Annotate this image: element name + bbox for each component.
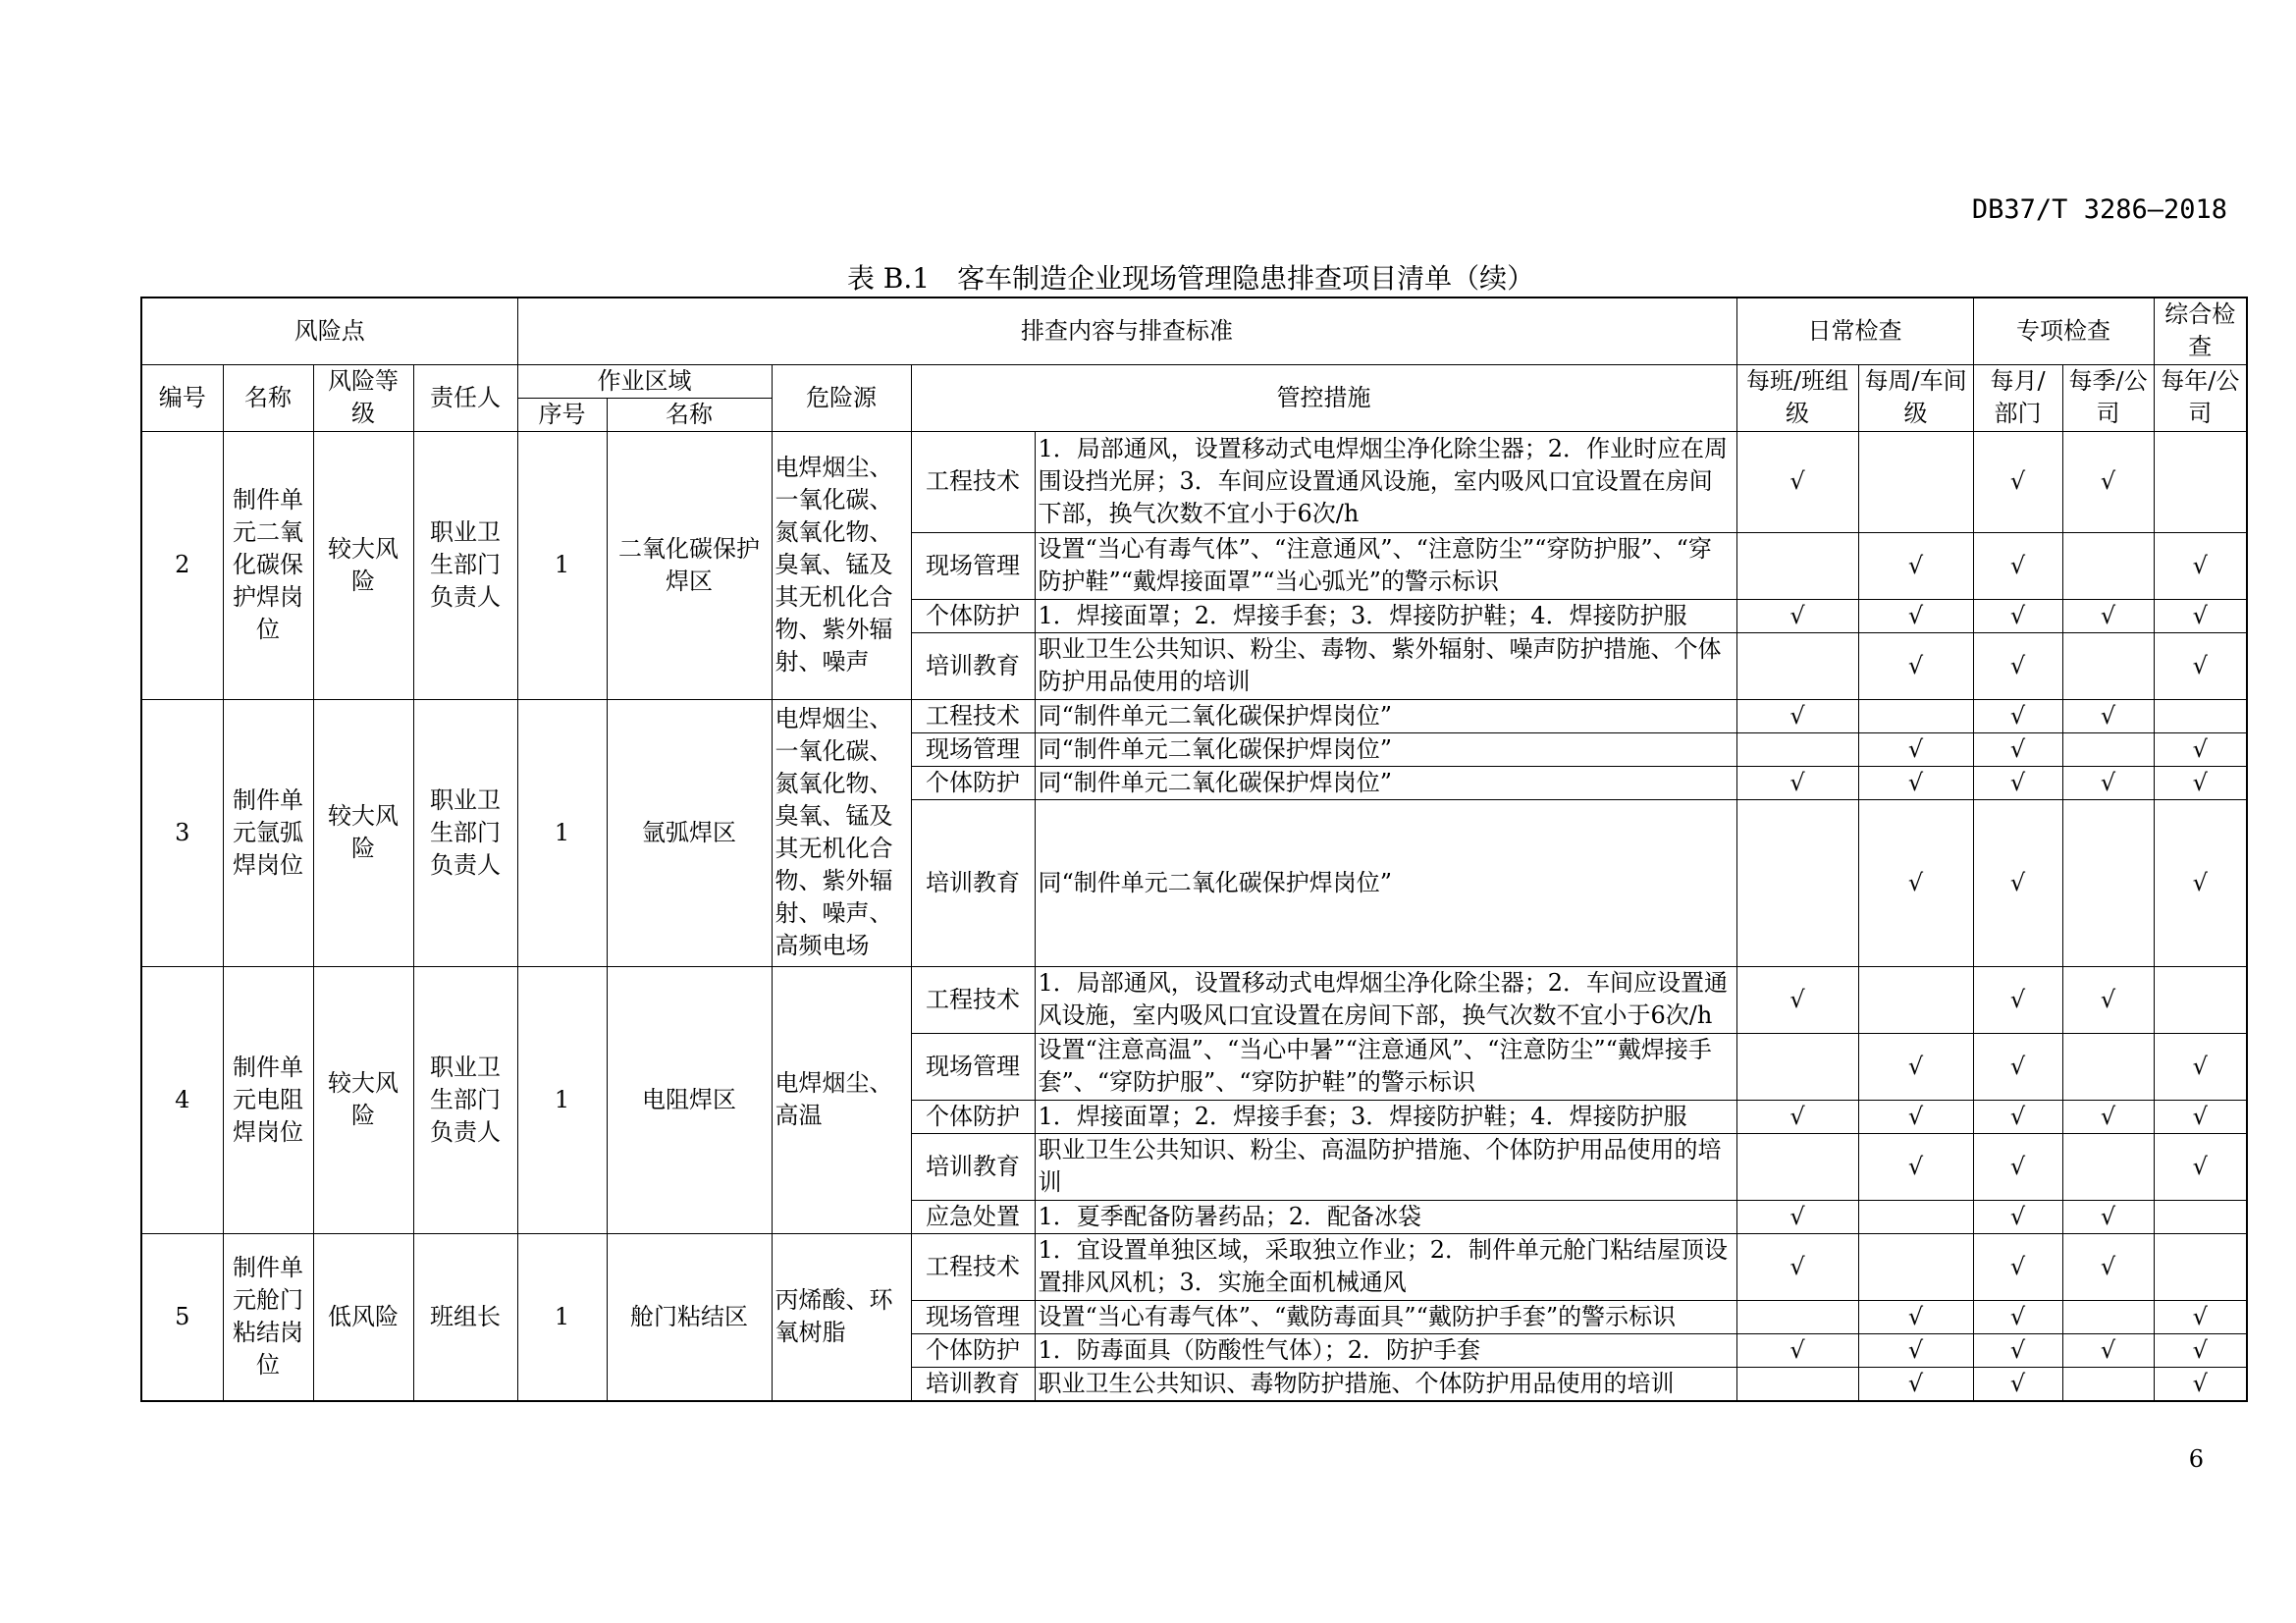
control-measure: 1．防毒面具（防酸性气体）；2．防护手套 [1035, 1333, 1736, 1367]
risk-level: 低风险 [313, 1233, 413, 1401]
header-risk-point: 风险点 [141, 298, 517, 364]
measure-category: 培训教育 [911, 632, 1035, 699]
per-week-check: √ [1858, 632, 1973, 699]
control-measure: 设置“当心有毒气体”、“注意通风”、“注意防尘”“穿防护服”、“穿防护鞋”“戴焊接面罩”“当心弧光”的警示标识 [1035, 532, 1736, 599]
per-quarter-check [2062, 1367, 2154, 1401]
per-week-check: √ [1858, 1100, 1973, 1133]
per-shift-check [1736, 1033, 1858, 1100]
hazard-source: 电焊烟尘、高温 [772, 966, 911, 1233]
per-week-check [1858, 1233, 1973, 1300]
header-daily-check: 日常检查 [1736, 298, 1973, 364]
per-week-check: √ [1858, 1133, 1973, 1200]
measure-category: 工程技术 [911, 431, 1035, 532]
per-quarter-check: √ [2062, 1233, 2154, 1300]
per-month-check: √ [1973, 1033, 2062, 1100]
per-quarter-check [2062, 632, 2154, 699]
per-month-check: √ [1973, 632, 2062, 699]
table-row [141, 431, 2247, 532]
table-row [141, 966, 2247, 1033]
per-quarter-check: √ [2062, 966, 2154, 1033]
responsible-person: 职业卫生部门负责人 [413, 699, 517, 966]
per-shift-check: √ [1736, 599, 1858, 632]
measure-category: 现场管理 [911, 1033, 1035, 1100]
per-shift-check: √ [1736, 1200, 1858, 1233]
per-month-check: √ [1973, 1333, 2062, 1367]
per-year-check [2154, 431, 2247, 532]
measure-category: 个体防护 [911, 1100, 1035, 1133]
per-month-check: √ [1973, 1300, 2062, 1333]
work-area-name: 氩弧焊区 [607, 699, 772, 966]
per-month-check: √ [1973, 1133, 2062, 1200]
control-measure: 1．焊接面罩；2．焊接手套；3．焊接防护鞋；4．焊接防护服 [1035, 1100, 1736, 1133]
per-shift-check [1736, 1300, 1858, 1333]
per-quarter-check [2062, 1133, 2154, 1200]
per-year-check [2154, 966, 2247, 1033]
per-quarter-check [2062, 1033, 2154, 1100]
per-shift-check: √ [1736, 1333, 1858, 1367]
per-shift-check: √ [1736, 966, 1858, 1033]
risk-point-name: 制件单元氩弧焊岗位 [223, 699, 313, 966]
control-measure: 1．夏季配备防暑药品；2．配备冰袋 [1035, 1200, 1736, 1233]
work-area-name: 电阻焊区 [607, 966, 772, 1233]
per-month-check: √ [1973, 599, 2062, 632]
per-shift-check [1736, 632, 1858, 699]
per-quarter-check [2062, 732, 2154, 766]
per-year-check: √ [2154, 732, 2247, 766]
per-year-check: √ [2154, 766, 2247, 799]
per-shift-check [1736, 1367, 1858, 1401]
work-area-name: 舱门粘结区 [607, 1233, 772, 1401]
per-shift-check [1736, 732, 1858, 766]
per-year-check: √ [2154, 532, 2247, 599]
per-week-check: √ [1858, 1033, 1973, 1100]
per-month-check: √ [1973, 431, 2062, 532]
per-month-check: √ [1973, 1233, 2062, 1300]
per-shift-check [1736, 532, 1858, 599]
hazard-source: 电焊烟尘、一氧化碳、氮氧化物、臭氧、锰及其无机化合物、紫外辐射、噪声 [772, 431, 911, 699]
per-week-check: √ [1858, 766, 1973, 799]
control-measure: 1．局部通风，设置移动式电焊烟尘净化除尘器；2．车间应设置通风设施，室内吸风口宜设置在房间下部，换气次数不宜小于6次/h [1035, 966, 1736, 1033]
per-week-check [1858, 966, 1973, 1033]
responsible-person: 班组长 [413, 1233, 517, 1401]
per-week-check: √ [1858, 599, 1973, 632]
per-week-check: √ [1858, 1367, 1973, 1401]
per-week-check: √ [1858, 799, 1973, 966]
risk-point-name: 制件单元舱门粘结岗位 [223, 1233, 313, 1401]
risk-point-no: 4 [141, 966, 223, 1233]
control-measure: 同“制件单元二氧化碳保护焊岗位” [1035, 732, 1736, 766]
measure-category: 工程技术 [911, 1233, 1035, 1300]
per-week-check [1858, 431, 1973, 532]
measure-category: 工程技术 [911, 699, 1035, 732]
control-measure: 设置“注意高温”、“当心中暑”“注意通风”、“注意防尘”“戴焊接手套”、“穿防护服”、“穿防护鞋”的警示标识 [1035, 1033, 1736, 1100]
per-week-check: √ [1858, 1300, 1973, 1333]
measure-category: 应急处置 [911, 1200, 1035, 1233]
per-year-check: √ [2154, 599, 2247, 632]
per-month-check: √ [1973, 699, 2062, 732]
risk-point-name: 制件单元二氧化碳保护焊岗位 [223, 431, 313, 699]
per-month-check: √ [1973, 1100, 2062, 1133]
per-month-check: √ [1973, 1367, 2062, 1401]
per-quarter-check: √ [2062, 431, 2154, 532]
header-check-content: 排查内容与排查标准 [517, 298, 1736, 364]
measure-category: 培训教育 [911, 1133, 1035, 1200]
per-quarter-check: √ [2062, 699, 2154, 732]
table-row [141, 699, 2247, 732]
risk-point-no: 3 [141, 699, 223, 966]
header-per-quarter: 每季/公司 [2062, 364, 2154, 431]
control-measure: 1．焊接面罩；2．焊接手套；3．焊接防护鞋；4．焊接防护服 [1035, 599, 1736, 632]
control-measure: 1．宜设置单独区域，采取独立作业；2．制件单元舱门粘结屋顶设置排风风机；3．实施全面机械通风 [1035, 1233, 1736, 1300]
per-year-check: √ [2154, 1100, 2247, 1133]
measure-category: 现场管理 [911, 532, 1035, 599]
per-quarter-check [2062, 532, 2154, 599]
per-shift-check: √ [1736, 699, 1858, 732]
per-year-check: √ [2154, 1033, 2247, 1100]
work-area-seq: 1 [517, 431, 607, 699]
per-shift-check [1736, 1133, 1858, 1200]
per-quarter-check: √ [2062, 766, 2154, 799]
measure-category: 个体防护 [911, 599, 1035, 632]
control-measure: 设置“当心有毒气体”、“戴防毒面具”“戴防护手套”的警示标识 [1035, 1300, 1736, 1333]
per-week-check: √ [1858, 1333, 1973, 1367]
work-area-seq: 1 [517, 1233, 607, 1401]
measure-category: 现场管理 [911, 1300, 1035, 1333]
risk-point-no: 5 [141, 1233, 223, 1401]
per-week-check [1858, 1200, 1973, 1233]
per-shift-check: √ [1736, 766, 1858, 799]
per-quarter-check: √ [2062, 1100, 2154, 1133]
header-per-shift: 每班/班组级 [1736, 364, 1858, 431]
per-year-check [2154, 1200, 2247, 1233]
per-week-check: √ [1858, 532, 1973, 599]
header-per-month: 每月/部门 [1973, 364, 2062, 431]
responsible-person: 职业卫生部门负责人 [413, 966, 517, 1233]
risk-point-no: 2 [141, 431, 223, 699]
per-month-check: √ [1973, 1200, 2062, 1233]
per-year-check: √ [2154, 1133, 2247, 1200]
table-title: 表 B.1 客车制造企业现场管理隐患排查项目清单（续） [846, 262, 1535, 295]
per-year-check [2154, 1233, 2247, 1300]
per-month-check: √ [1973, 732, 2062, 766]
per-quarter-check [2062, 799, 2154, 966]
work-area-name: 二氧化碳保护焊区 [607, 431, 772, 699]
control-measure: 1．局部通风，设置移动式电焊烟尘净化除尘器；2．作业时应在周围设挡光屏；3．车间应设置通风设施，室内吸风口宜设置在房间下部，换气次数不宜小于6次/h [1035, 431, 1736, 532]
per-shift-check: √ [1736, 431, 1858, 532]
risk-point-name: 制件单元电阻焊岗位 [223, 966, 313, 1233]
risk-level: 较大风险 [313, 431, 413, 699]
per-week-check: √ [1858, 732, 1973, 766]
header-owner: 责任人 [413, 364, 517, 431]
per-year-check [2154, 699, 2247, 732]
header-per-year: 每年/公司 [2154, 364, 2247, 431]
header-hazard: 危险源 [772, 364, 911, 431]
risk-level: 较大风险 [313, 699, 413, 966]
control-measure: 职业卫生公共知识、毒物防护措施、个体防护用品使用的培训 [1035, 1367, 1736, 1401]
per-month-check: √ [1973, 766, 2062, 799]
per-week-check [1858, 699, 1973, 732]
control-measure: 同“制件单元二氧化碳保护焊岗位” [1035, 699, 1736, 732]
risk-level: 较大风险 [313, 966, 413, 1233]
per-month-check: √ [1973, 966, 2062, 1033]
measure-category: 培训教育 [911, 799, 1035, 966]
hazard-source: 丙烯酸、环氧树脂 [772, 1233, 911, 1401]
control-measure: 同“制件单元二氧化碳保护焊岗位” [1035, 766, 1736, 799]
per-shift-check: √ [1736, 1233, 1858, 1300]
control-measure: 职业卫生公共知识、粉尘、高温防护措施、个体防护用品使用的培训 [1035, 1133, 1736, 1200]
header-risk-level: 风险等级 [313, 364, 413, 431]
measure-category: 现场管理 [911, 732, 1035, 766]
header-name: 名称 [223, 364, 313, 431]
responsible-person: 职业卫生部门负责人 [413, 431, 517, 699]
header-comprehensive-check: 综合检查 [2154, 298, 2247, 364]
per-quarter-check: √ [2062, 1333, 2154, 1367]
header-special-check: 专项检查 [1973, 298, 2154, 364]
per-shift-check [1736, 799, 1858, 966]
per-year-check: √ [2154, 632, 2247, 699]
table-row [141, 1233, 2247, 1300]
per-year-check: √ [2154, 1367, 2247, 1401]
control-measure: 同“制件单元二氧化碳保护焊岗位” [1035, 799, 1736, 966]
measure-category: 个体防护 [911, 766, 1035, 799]
per-shift-check: √ [1736, 1100, 1858, 1133]
header-area-name: 名称 [607, 398, 772, 431]
header-per-week: 每周/车间级 [1858, 364, 1973, 431]
per-quarter-check: √ [2062, 599, 2154, 632]
header-no: 编号 [141, 364, 223, 431]
per-year-check: √ [2154, 1300, 2247, 1333]
header-work-area: 作业区域 [517, 364, 772, 398]
measure-category: 工程技术 [911, 966, 1035, 1033]
per-month-check: √ [1973, 532, 2062, 599]
work-area-seq: 1 [517, 966, 607, 1233]
header-seq: 序号 [517, 398, 607, 431]
measure-category: 培训教育 [911, 1367, 1035, 1401]
hazard-check-table [140, 297, 2248, 1402]
per-year-check: √ [2154, 1333, 2247, 1367]
per-quarter-check: √ [2062, 1200, 2154, 1233]
hazard-source: 电焊烟尘、一氧化碳、氮氧化物、臭氧、锰及其无机化合物、紫外辐射、噪声、高频电场 [772, 699, 911, 966]
page-number: 6 [2188, 1445, 2204, 1473]
per-year-check: √ [2154, 799, 2247, 966]
work-area-seq: 1 [517, 699, 607, 966]
per-month-check: √ [1973, 799, 2062, 966]
control-measure: 职业卫生公共知识、粉尘、毒物、紫外辐射、噪声防护措施、个体防护用品使用的培训 [1035, 632, 1736, 699]
header-control-measures: 管控措施 [911, 364, 1736, 431]
per-quarter-check [2062, 1300, 2154, 1333]
document-code: DB37/T 3286—2018 [1971, 194, 2227, 225]
measure-category: 个体防护 [911, 1333, 1035, 1367]
